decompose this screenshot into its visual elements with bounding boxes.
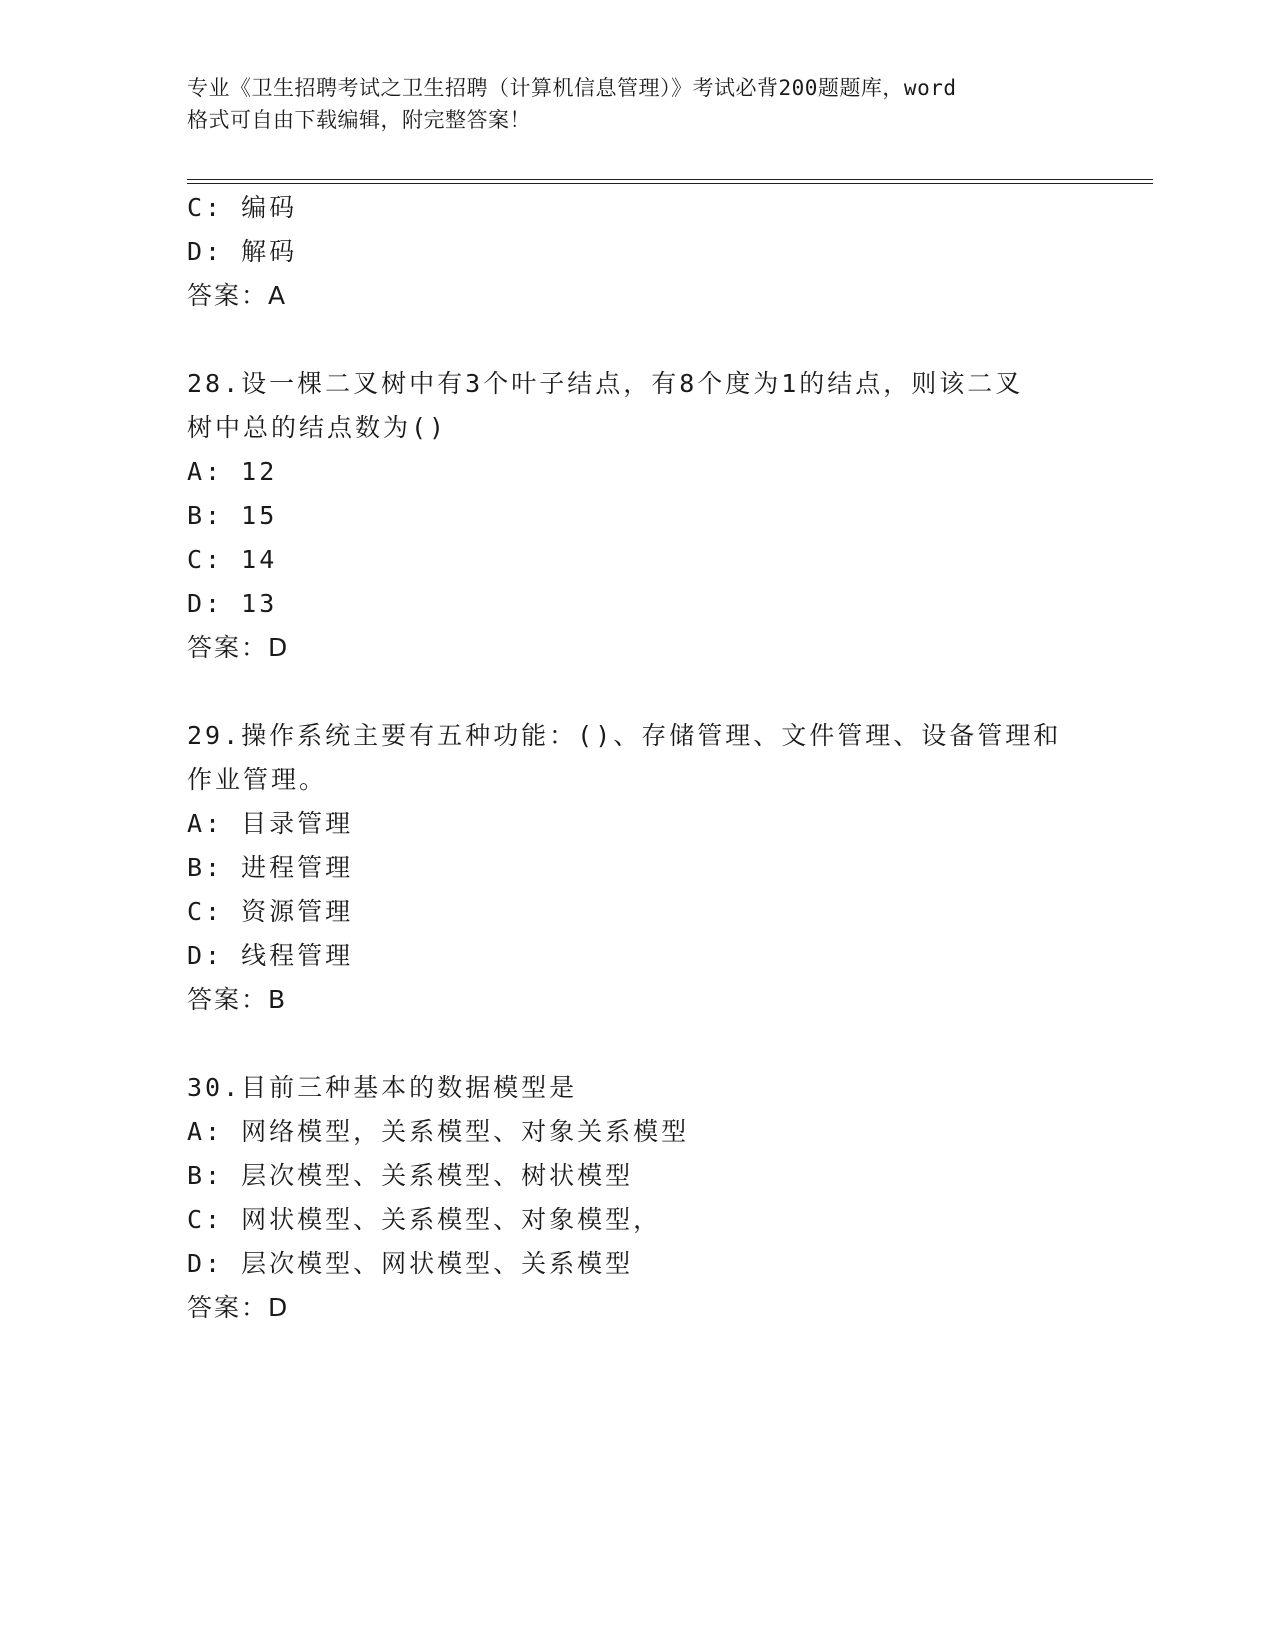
q29-option-a: A: 目录管理 (187, 809, 354, 838)
q29-option-c: C: 资源管理 (187, 897, 354, 926)
header-title-line-1: 专业《卫生招聘考试之卫生招聘（计算机信息管理）》考试必背200题题库，word (187, 76, 957, 100)
header-title-line-2: 格式可自由下载编辑，附完整答案！ (187, 108, 531, 132)
q30-option-a: A: 网络模型，关系模型、对象关系模型 (187, 1117, 690, 1146)
prev-option-d: D: 解码 (187, 237, 298, 266)
document-header (187, 72, 1087, 136)
header-divider-top (187, 179, 1153, 180)
q30-stem-line-1: 30.目前三种基本的数据模型是 (187, 1073, 578, 1102)
q29-stem-line-1: 29.操作系统主要有五种功能：()、存储管理、文件管理、设备管理和 (187, 721, 1062, 750)
q29-option-b: B: 进程管理 (187, 853, 354, 882)
q29-stem-line-2: 作业管理。 (187, 765, 328, 794)
header-divider-bottom (187, 183, 1153, 184)
q29-answer: 答案：B (187, 985, 288, 1014)
q28-answer: 答案：D (187, 633, 290, 662)
q28-stem-line-2: 树中总的结点数为() (187, 413, 448, 442)
q30-option-d: D: 层次模型、网状模型、关系模型 (187, 1249, 634, 1278)
q28-stem-line-1: 28.设一棵二叉树中有3个叶子结点，有8个度为1的结点，则该二叉 (187, 369, 1024, 398)
q30-answer: 答案：D (187, 1293, 290, 1322)
prev-option-c: C: 编码 (187, 193, 298, 222)
q28-option-d: D: 13 (187, 589, 278, 618)
q30-option-b: B: 层次模型、关系模型、树状模型 (187, 1161, 634, 1190)
q28-option-c: C: 14 (187, 545, 278, 574)
q29-option-d: D: 线程管理 (187, 941, 354, 970)
q28-option-a: A: 12 (187, 457, 278, 486)
prev-answer: 答案：A (187, 281, 288, 310)
q30-option-c: C: 网状模型、关系模型、对象模型， (187, 1205, 662, 1234)
q28-option-b: B: 15 (187, 501, 278, 530)
